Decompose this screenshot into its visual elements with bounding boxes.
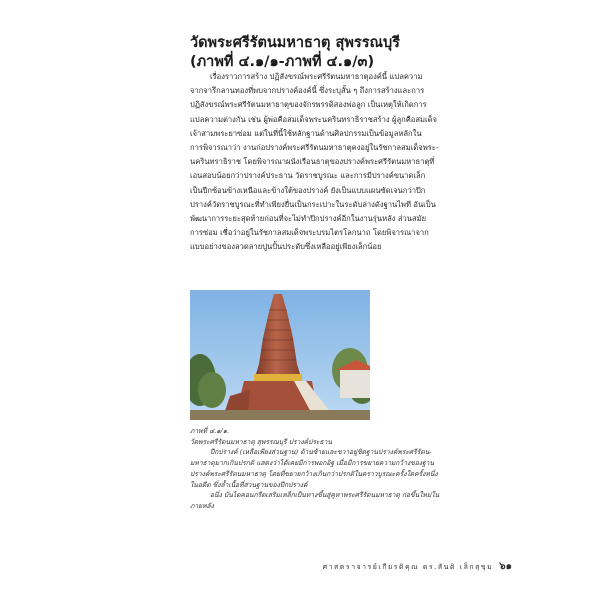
section-title	[190, 34, 490, 72]
photo-caption	[190, 426, 510, 512]
caption-line: ปรางค์พระศรีรัตนมหาธาตุ โดยที่ขยายกว้างเกินกว่าปรกติในคราวบูรณะครั้งใดครั้งหนึ่ง	[190, 469, 438, 478]
title-line-2: (ภาพที่ ๔.๑/๑-ภาพที่ ๔.๑/๓)	[190, 54, 375, 70]
caption-line: ปีกปรางค์ (เหลือเพียงส่วนฐาน) ด้านซ้ายและขวาอยู่ชิดฐานปรางค์พระศรีรัตน-	[210, 448, 432, 457]
caption-line: ในอดีต ซึ่งล้ำเนื้อที่ส่วนฐานของปีกปรางค์	[190, 480, 308, 489]
page-footer	[323, 559, 512, 574]
caption-line: มหาธาตุมากเกินปรกติ แสดงว่าได้เคยมีการพอกอิฐ เมื่อมีการขยายความกว้างของฐาน	[190, 459, 434, 468]
body-line: จากจารึกลานทองที่พบจากปรางค์องค์นี้ ซึ่งระบุสั้น ๆ ถึงการสร้างและการ	[190, 86, 425, 96]
running-footer: ศาสตราจารย์เกียรติคุณ ดร.สันติ เล็กสุขุม	[322, 563, 494, 571]
body-line: นครินทราธิราช โดยพิจารณาผนังเรือนธาตุของปรางค์พระศรีรัตนมหาธาตุที่	[190, 157, 435, 167]
body-line: เจ้าสามพระยาซ่อม แต่ในที่นี้ใช้หลักฐานด้านศิลปกรรมเป็นข้อมูลหลักใน	[190, 128, 422, 138]
body-line: เป็นปีกซ้อนข้างเหนือและข้างใต้ของปรางค์ ยังเป็นแบบแผนซัดเจนกว่าปีก	[190, 185, 426, 195]
body-line: แปลความต่างกัน เช่น ผู้พ่อคือสมเด็จพระนครินทราธิราชสร้าง ผู้ลูกคือสมเด็จ	[190, 114, 437, 124]
body-paragraph	[190, 70, 508, 255]
body-line: การพิจารณาว่า งานก่อปรางค์พระศรีรัตนมหาธาตุคงอยู่ในรัชกาลสมเด็จพระ-	[190, 143, 439, 153]
caption-line: ภายหลัง	[190, 501, 214, 510]
body-line: แบบอย่างของลวดลายปูนปั้นประดับซึ่งเหลืออยู่เพียงเล็กน้อย	[190, 242, 382, 252]
body-line: เรื่องราวการสร้าง ปฏิสังขรณ์พระศรีรัตนมหาธาตุองค์นี้ แปลความ	[210, 72, 423, 81]
temple-prang-photo	[190, 290, 370, 420]
body-line: พัฒนาการระยะสุดท้ายก่อนที่จะไม่ทำปีกปรางค์อีกในงานรุ่นหลัง ส่วนสมัย	[190, 214, 427, 224]
caption-line: อนึ่ง บันไดคอนกรีตเสริมเหล็กเป็นทางขึ้นสู่คูหาพระศรีรัตนมหาธาตุ ก่อขึ้นใหม่ใน	[210, 491, 440, 500]
body-line: ปฏิสังขรณ์พระศรีรัตนมหาธาตุของจักรพรรดิสองพ่อลูก เป็นเหตุให้เกิดการ	[190, 100, 427, 110]
body-line: เอนสอบน้อยกว่าปรางค์ประธาน วัดราชบูรณะ และการมีปรางค์ขนาดเล็ก	[190, 171, 426, 181]
page-number: ๖๑	[499, 561, 512, 572]
caption-line: วัดพระศรีรัตนมหาธาตุ สุพรรณบุรี ปรางค์ประธาน	[190, 437, 332, 446]
body-line: การซ่อม เชื่อว่าอยู่ในรัชกาลสมเด็จพระบรมไตรโลกนาถ โดยพิจารณาจาก	[190, 228, 429, 238]
title-line-1: วัดพระศรีรัตนมหาธาตุ สุพรรณบุรี	[190, 35, 400, 51]
caption-label: ภาพที่ ๔.๑/๑.	[190, 427, 230, 435]
body-line: ปรางค์วัดราชบูรณะที่ทำเพียงยื่นเป็นกระเปาะในระดับล่างดังฐานไพที อันเป็น	[190, 199, 436, 209]
